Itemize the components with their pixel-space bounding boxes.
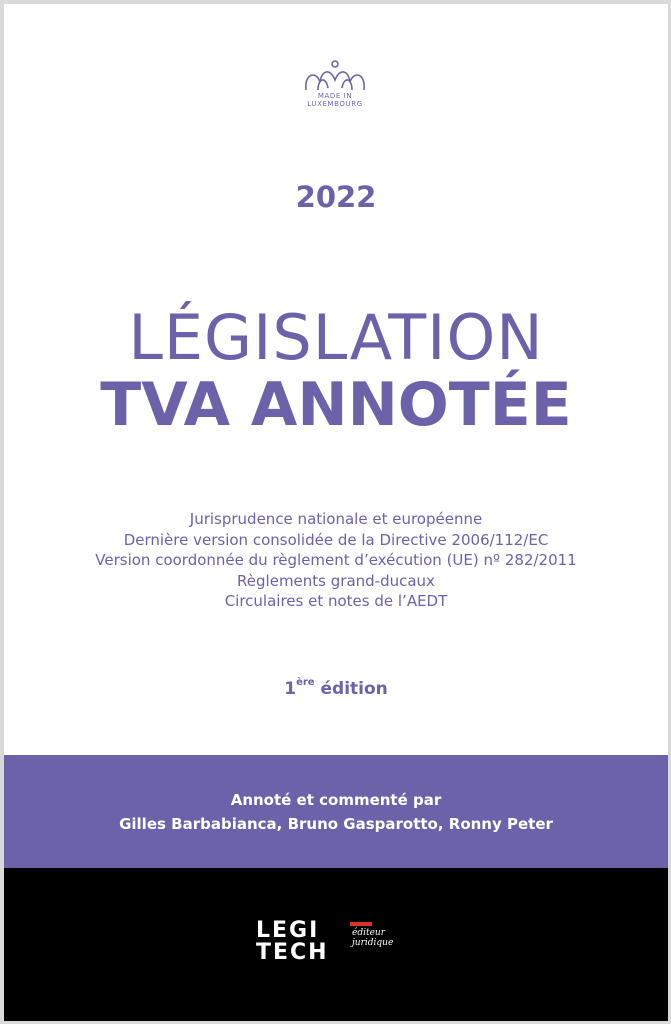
subtitle-line: Jurisprudence nationale et européenne	[189, 510, 483, 528]
title-line2: TVA ANNOTÉE	[100, 370, 572, 440]
title-line1: LÉGISLATION	[128, 301, 544, 374]
subtitle-line: Circulaires et notes de l’AEDT	[224, 592, 448, 610]
crown-icon	[302, 60, 368, 92]
subtitle-line: Version coordonnée du règlement d’exécution (UE) nº 282/2011	[95, 551, 577, 569]
edition-label: édition	[320, 679, 388, 699]
year: 2022	[295, 180, 377, 214]
subtitle-line: Dernière version consolidée de la Directive 2006/112/EC	[123, 530, 549, 549]
logo-accent-bar	[350, 922, 372, 926]
edition-suffix: ère	[296, 677, 315, 689]
edition	[4, 679, 668, 699]
authors-names: Gilles Barbabianca, Bruno Gasparotto, Ronny Peter	[119, 815, 553, 833]
logo-word-legi: LEGI	[256, 918, 320, 943]
edition-number: 1	[284, 679, 297, 699]
logo-word-tech: TECH	[256, 940, 329, 965]
book-cover	[4, 4, 668, 1021]
subtitle-line: Règlements grand-ducaux	[237, 571, 435, 590]
authors-band	[4, 755, 668, 868]
authors-intro: Annoté et commenté par	[230, 791, 442, 809]
subtitle-list	[4, 509, 668, 612]
publisher-logo	[256, 918, 426, 978]
made-in-luxembourg-badge	[296, 60, 374, 108]
logo-tagline: éditeur juridique	[352, 928, 394, 948]
publisher-footer	[4, 868, 668, 1021]
badge-line1: MADE IN	[317, 92, 353, 100]
badge-line2: LUXEMBOURG	[307, 100, 363, 108]
